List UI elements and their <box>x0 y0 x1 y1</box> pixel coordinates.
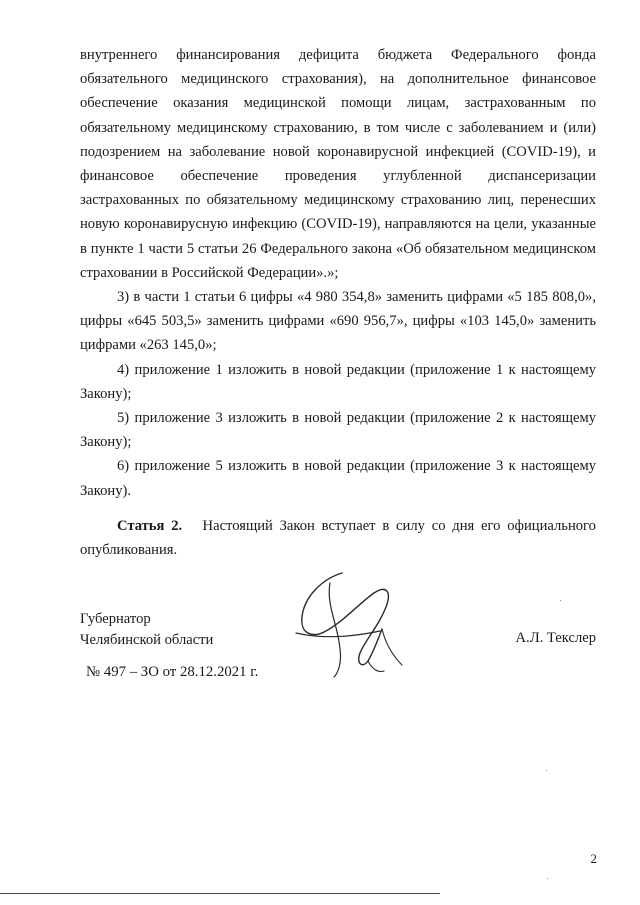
scan-edge-line <box>0 893 440 894</box>
scan-speck <box>560 600 561 601</box>
scan-speck <box>546 770 547 771</box>
signatory-title-line1: Губернатор <box>80 611 151 627</box>
list-item-4: 4) приложение 1 изложить в новой редакции (приложение 1 к настоящему Закону); <box>80 361 596 402</box>
signatory-title <box>80 609 213 651</box>
paragraph-continuation: внутреннего финансирования дефицита бюджета Федерального фонда обязательного медицинского страхования), на дополнительное финансовое обеспечение оказания медицинской помощи лицам, застрахованным по обязательному медицинскому страхованию, в том числе с заболеванием и (или) подозрением на заболевание новой коронавирусной инфекцией (COVID-19), и финансовое обеспечение проведения углубленной диспансеризации застрахованных по обязательному медицинскому страхованию лиц, перенесших новую коронавирусную инфекцию (COVID-19), направляются на цели, указанные в пункте 1 части 5 статьи 26 Федерального закона «Об обязательном медицинском страховании в Российской Федерации».»; <box>80 47 596 281</box>
article-text: Настоящий Закон вступает в силу со дня его официального опубликования. <box>80 518 596 559</box>
list-item-6: 6) приложение 5 изложить в новой редакции (приложение 3 к настоящему Закону). <box>80 458 596 499</box>
law-number: № 497 – ЗО от 28.12.2021 г. <box>86 664 259 680</box>
signatory-title-line2: Челябинской области <box>80 632 214 648</box>
handwritten-signature <box>282 565 412 685</box>
scan-speck <box>547 878 548 879</box>
signatory-name: А.Л. Текслер <box>515 630 596 646</box>
list-item-5: 5) приложение 3 изложить в новой редакции (приложение 2 к настоящему Закону); <box>80 410 596 451</box>
article-2 <box>80 514 596 562</box>
article-label: Статья 2. <box>117 518 183 534</box>
body-text <box>80 43 596 503</box>
list-item-3: 3) в части 1 статьи 6 цифры «4 980 354,8» заменить цифрами «5 185 808,0», цифры «645 503,5» заменить цифрами «690 956,7», цифры «103 145,0» заменить цифрами «263 145,0»; <box>80 289 596 354</box>
page-number: 2 <box>590 851 597 866</box>
